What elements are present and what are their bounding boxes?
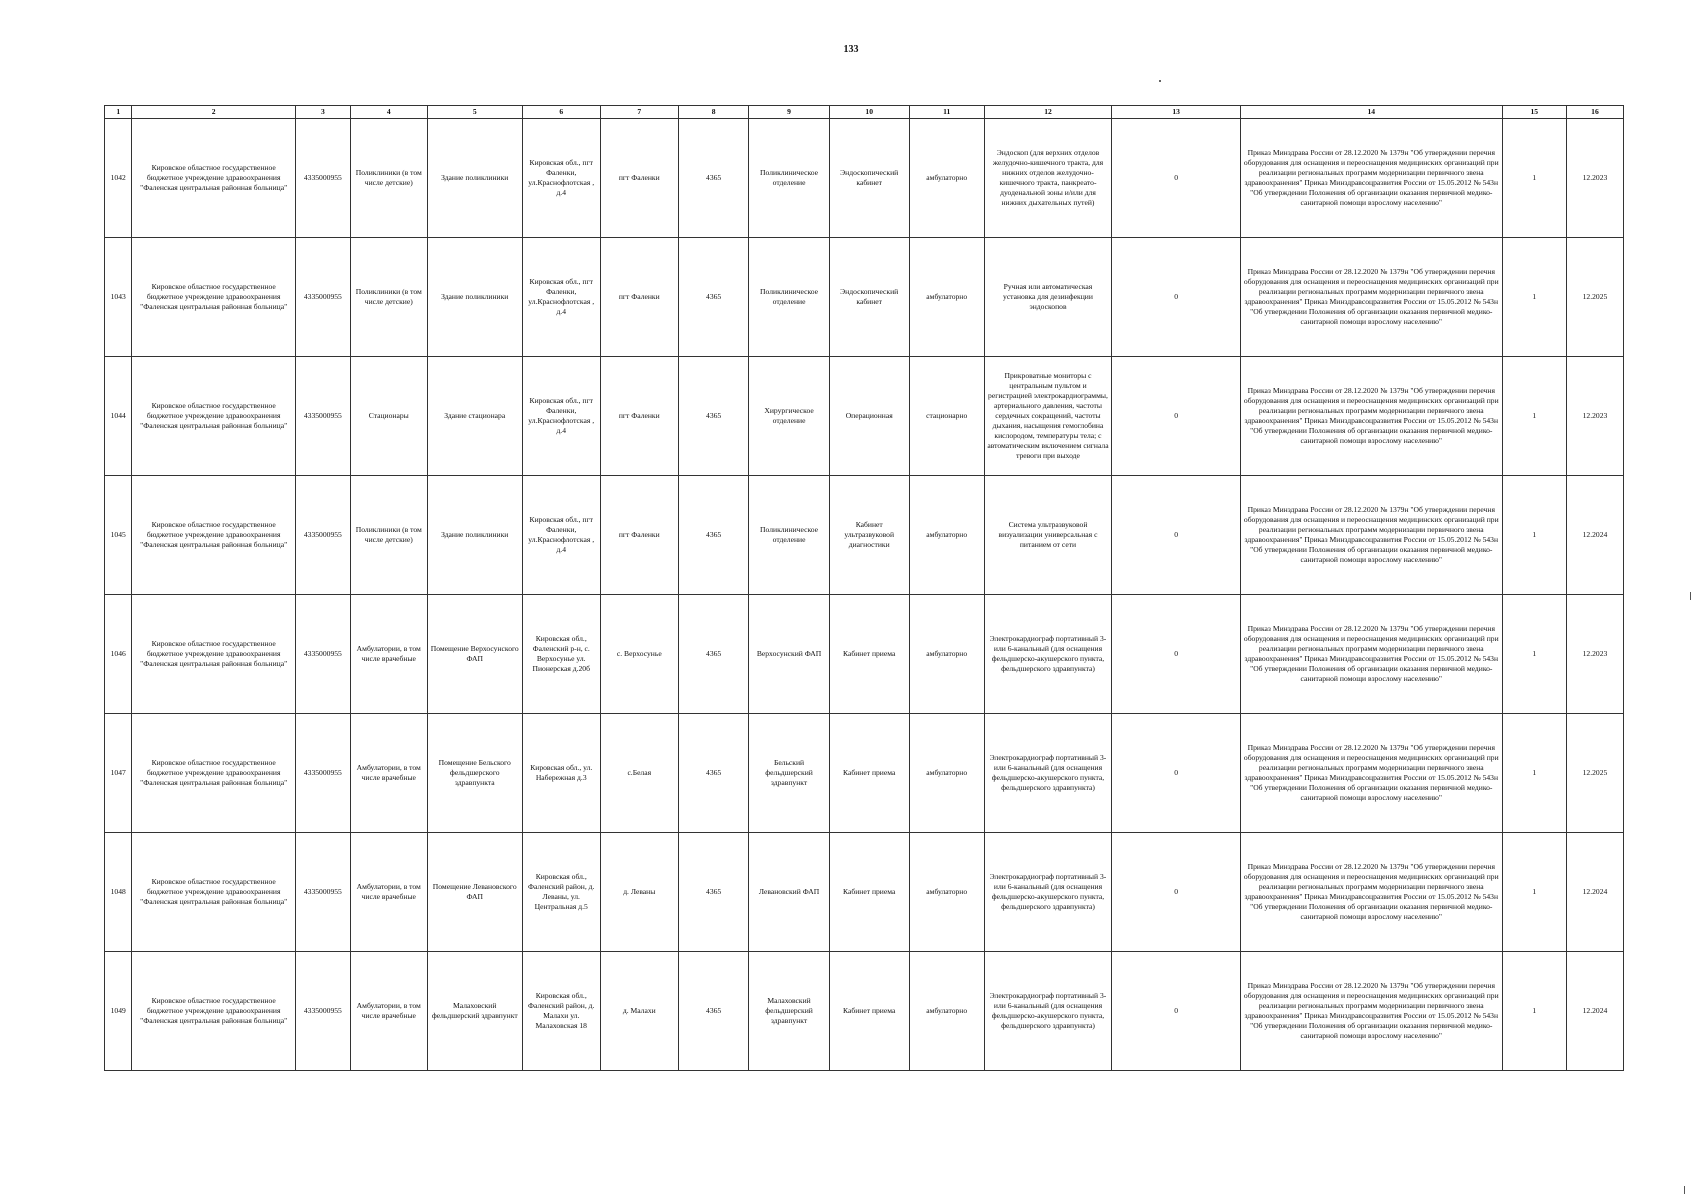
column-header-6: 6	[522, 106, 600, 119]
equipment-text: Электрокардиограф портативный 3- или 6-канальный (для оснащения фельдшерско-акушерского пункта, фельдшерского здравпункта)	[989, 633, 1107, 674]
settlement-cell: пгт Фаленки	[600, 238, 678, 357]
building-cell: Помещение Верхосунского ФАП	[427, 595, 522, 714]
column-header-11: 11	[909, 106, 984, 119]
inn-cell: 4335000955	[295, 833, 350, 952]
row-number-cell: 1044	[105, 357, 132, 476]
facility-type-cell: Амбулатории, в том числе врачебные	[350, 714, 427, 833]
quantity-needed-cell: 1	[1502, 595, 1566, 714]
quantity-present-cell: 0	[1112, 119, 1241, 238]
deadline-cell: 12.2023	[1566, 357, 1623, 476]
room-cell: Кабинет приема	[829, 833, 909, 952]
deadline-cell: 12.2024	[1566, 833, 1623, 952]
room-cell: Эндоскопический кабинет	[829, 119, 909, 238]
address-cell: Кировская обл., пгт Фаленки, ул.Краснофлотская , д.4	[522, 238, 600, 357]
room-cell: Кабинет ультразвуковой диагностики	[829, 476, 909, 595]
room-cell: Кабинет приема	[829, 595, 909, 714]
row-number-cell: 1049	[105, 952, 132, 1071]
row-number-cell: 1042	[105, 119, 132, 238]
table-body	[105, 119, 1624, 1071]
care-form-cell: стационарно	[909, 357, 984, 476]
address-cell: Кировская обл., Фаленский район, д. Малахи ул. Малаховская 18	[522, 952, 600, 1071]
address-cell: Кировская обл., пгт Фаленки, ул.Краснофлотская , д.4	[522, 476, 600, 595]
address-cell: Кировская обл., пгт Фаленки, ул.Краснофлотская , д.4	[522, 357, 600, 476]
table-row	[105, 595, 1624, 714]
code-cell: 4365	[678, 833, 749, 952]
table-row	[105, 238, 1624, 357]
quantity-needed-cell: 1	[1502, 357, 1566, 476]
regulation-cell	[1240, 238, 1502, 357]
organization-name-cell: Кировское областное государственное бюджетное учреждение здравоохранения "Фаленская центральная районная больница"	[132, 952, 296, 1071]
settlement-cell: пгт Фаленки	[600, 119, 678, 238]
facility-type-cell: Поликлиники (в том числе детские)	[350, 476, 427, 595]
care-form-cell: амбулаторно	[909, 238, 984, 357]
column-header-8: 8	[678, 106, 749, 119]
settlement-cell: пгт Фаленки	[600, 357, 678, 476]
equipment-text: Система ультразвуковой визуализации универсальная с питанием от сети	[998, 519, 1098, 549]
equipment-cell	[984, 952, 1112, 1071]
column-header-1: 1	[105, 106, 132, 119]
deadline-cell: 12.2023	[1566, 119, 1623, 238]
row-number-cell: 1045	[105, 476, 132, 595]
organization-name-cell: Кировское областное государственное бюджетное учреждение здравоохранения "Фаленская центральная районная больница"	[132, 119, 296, 238]
inn-cell: 4335000955	[295, 595, 350, 714]
room-cell: Эндоскопический кабинет	[829, 238, 909, 357]
deadline-cell: 12.2024	[1566, 952, 1623, 1071]
care-form-cell: амбулаторно	[909, 595, 984, 714]
organization-name-cell: Кировское областное государственное бюджетное учреждение здравоохранения "Фаленская центральная районная больница"	[132, 357, 296, 476]
column-header-10: 10	[829, 106, 909, 119]
quantity-present-cell: 0	[1112, 238, 1241, 357]
equipment-cell	[984, 119, 1112, 238]
equipment-cell	[984, 714, 1112, 833]
table-row	[105, 119, 1624, 238]
building-cell: Здание поликлиники	[427, 238, 522, 357]
department-cell: Малаховский фельдшерский здравпункт	[749, 952, 829, 1071]
department-cell: Бельский фельдшерский здравпункт	[749, 714, 829, 833]
inn-cell: 4335000955	[295, 357, 350, 476]
quantity-needed-cell: 1	[1502, 119, 1566, 238]
organization-name-cell: Кировское областное государственное бюджетное учреждение здравоохранения "Фаленская центральная районная больница"	[132, 476, 296, 595]
regulation-text: Приказ Минздрава России от 28.12.2020 № 1379н "Об утверждении перечня оборудования для оснащения и переоснащения медицинских организаций при реализации региональных программ модернизации первичного звена здравоохранения" Приказ Минздравсоцразвития России от 15.05.2012 № 543н "Об утверждении Положения об организации оказания первичной медико-санитарной помощи взрослому населению"	[1243, 980, 1499, 1041]
equipment-text: Электрокардиограф портативный 3- или 6-канальный (для оснащения фельдшерско-акушерского пункта, фельдшерского здравпункта)	[989, 990, 1107, 1031]
scan-margin-mark	[1690, 592, 1691, 600]
quantity-present-cell: 0	[1112, 833, 1241, 952]
equipment-text: Прикроватные мониторы с центральным пультом и регистрацией электрокардиограммы, артериального давления, частоты сердечных сокращений, частоты дыхания, насыщения гемоглобина кислородом, температуры тела; с автоматическим включением сигнала тревоги при выходе	[987, 370, 1109, 461]
table-row	[105, 833, 1624, 952]
organization-name-cell: Кировское областное государственное бюджетное учреждение здравоохранения "Фаленская центральная районная больница"	[132, 595, 296, 714]
row-number-cell: 1046	[105, 595, 132, 714]
regulation-text: Приказ Минздрава России от 28.12.2020 № 1379н "Об утверждении перечня оборудования для оснащения и переоснащения медицинских организаций при реализации региональных программ модернизации первичного звена здравоохранения" Приказ Минздравсоцразвития России от 15.05.2012 № 543н "Об утверждении Положения об организации оказания первичной медико-санитарной помощи взрослому населению"	[1243, 147, 1499, 208]
quantity-present-cell: 0	[1112, 476, 1241, 595]
column-header-16: 16	[1566, 106, 1623, 119]
settlement-cell: с. Верхосунье	[600, 595, 678, 714]
quantity-needed-cell: 1	[1502, 952, 1566, 1071]
column-header-4: 4	[350, 106, 427, 119]
column-header-9: 9	[749, 106, 829, 119]
code-cell: 4365	[678, 119, 749, 238]
building-cell: Здание поликлиники	[427, 119, 522, 238]
code-cell: 4365	[678, 476, 749, 595]
care-form-cell: амбулаторно	[909, 119, 984, 238]
quantity-present-cell: 0	[1112, 952, 1241, 1071]
settlement-cell: д. Леваны	[600, 833, 678, 952]
regulation-text: Приказ Минздрава России от 28.12.2020 № 1379н "Об утверждении перечня оборудования для оснащения и переоснащения медицинских организаций при реализации региональных программ модернизации первичного звена здравоохранения" Приказ Минздравсоцразвития России от 15.05.2012 № 543н "Об утверждении Положения об организации оказания первичной медико-санитарной помощи взрослому населению"	[1243, 504, 1499, 565]
department-cell: Поликлиническое отделение	[749, 238, 829, 357]
quantity-needed-cell: 1	[1502, 714, 1566, 833]
code-cell: 4365	[678, 952, 749, 1071]
equipment-text: Электрокардиограф портативный 3- или 6-канальный (для оснащения фельдшерско-акушерского пункта, фельдшерского здравпункта)	[989, 871, 1107, 912]
settlement-cell: пгт Фаленки	[600, 476, 678, 595]
regulation-cell	[1240, 952, 1502, 1071]
address-cell: Кировская обл., пгт Фаленки, ул.Краснофлотская , д.4	[522, 119, 600, 238]
column-header-5: 5	[427, 106, 522, 119]
inn-cell: 4335000955	[295, 476, 350, 595]
room-cell: Кабинет приема	[829, 952, 909, 1071]
scan-speck	[1159, 80, 1161, 82]
building-cell: Малаховский фельдшерский здравпункт	[427, 952, 522, 1071]
regulation-text: Приказ Минздрава России от 28.12.2020 № 1379н "Об утверждении перечня оборудования для оснащения и переоснащения медицинских организаций при реализации региональных программ модернизации первичного звена здравоохранения" Приказ Минздравсоцразвития России от 15.05.2012 № 543н "Об утверждении Положения об организации оказания первичной медико-санитарной помощи взрослому населению"	[1243, 385, 1499, 446]
department-cell: Левановский ФАП	[749, 833, 829, 952]
regulation-text: Приказ Минздрава России от 28.12.2020 № 1379н "Об утверждении перечня оборудования для оснащения и переоснащения медицинских организаций при реализации региональных программ модернизации первичного звена здравоохранения" Приказ Минздравсоцразвития России от 15.05.2012 № 543н "Об утверждении Положения об организации оказания первичной медико-санитарной помощи взрослому населению"	[1243, 742, 1499, 803]
code-cell: 4365	[678, 595, 749, 714]
regulation-cell	[1240, 357, 1502, 476]
equipment-text: Эндоскоп (для верхних отделов желудочно-кишечного тракта, для нижних отделов желудочно-кишечного тракта, панкреато-дуоденальной зоны и/или для нижних дыхательных путей)	[992, 147, 1104, 208]
code-cell: 4365	[678, 357, 749, 476]
row-number-cell: 1047	[105, 714, 132, 833]
column-header-7: 7	[600, 106, 678, 119]
settlement-cell: д. Малахи	[600, 952, 678, 1071]
department-cell: Поликлиническое отделение	[749, 476, 829, 595]
quantity-needed-cell: 1	[1502, 238, 1566, 357]
deadline-cell: 12.2025	[1566, 714, 1623, 833]
care-form-cell: амбулаторно	[909, 476, 984, 595]
room-cell: Операционная	[829, 357, 909, 476]
organization-name-cell: Кировское областное государственное бюджетное учреждение здравоохранения "Фаленская центральная районная больница"	[132, 238, 296, 357]
equipment-cell	[984, 476, 1112, 595]
equipment-text: Электрокардиограф портативный 3- или 6-канальный (для оснащения фельдшерско-акушерского пункта, фельдшерского здравпункта)	[989, 752, 1107, 793]
scan-margin-mark	[1684, 1186, 1685, 1194]
regulation-cell	[1240, 714, 1502, 833]
regulation-cell	[1240, 119, 1502, 238]
building-cell: Помещение Бельского фельдшерского здравпункта	[427, 714, 522, 833]
inn-cell: 4335000955	[295, 714, 350, 833]
address-cell: Кировская обл., Фаленский район, д. Леваны, ул. Центральная д.5	[522, 833, 600, 952]
building-cell: Помещение Левановского ФАП	[427, 833, 522, 952]
facility-type-cell: Стационары	[350, 357, 427, 476]
column-header-13: 13	[1112, 106, 1241, 119]
quantity-needed-cell: 1	[1502, 476, 1566, 595]
row-number-cell: 1048	[105, 833, 132, 952]
building-cell: Здание поликлиники	[427, 476, 522, 595]
care-form-cell: амбулаторно	[909, 952, 984, 1071]
address-cell: Кировская обл., Фаленский р-н, с. Верхосунье ул. Пионерская д.20б	[522, 595, 600, 714]
regulation-cell	[1240, 595, 1502, 714]
facility-type-cell: Поликлиники (в том числе детские)	[350, 119, 427, 238]
quantity-present-cell: 0	[1112, 357, 1241, 476]
equipment-cell	[984, 833, 1112, 952]
care-form-cell: амбулаторно	[909, 714, 984, 833]
table-row	[105, 357, 1624, 476]
page-number: 133	[843, 44, 859, 55]
column-number-row	[105, 106, 1624, 119]
quantity-present-cell: 0	[1112, 714, 1241, 833]
facility-type-cell: Амбулатории, в том числе врачебные	[350, 952, 427, 1071]
inn-cell: 4335000955	[295, 119, 350, 238]
row-number-cell: 1043	[105, 238, 132, 357]
deadline-cell: 12.2025	[1566, 238, 1623, 357]
column-header-14: 14	[1240, 106, 1502, 119]
care-form-cell: амбулаторно	[909, 833, 984, 952]
column-header-2: 2	[132, 106, 296, 119]
department-cell: Хирургическое отделение	[749, 357, 829, 476]
building-cell: Здание стационара	[427, 357, 522, 476]
organization-name-cell: Кировское областное государственное бюджетное учреждение здравоохранения "Фаленская центральная районная больница"	[132, 714, 296, 833]
equipment-table	[104, 105, 1624, 1071]
settlement-cell: с.Белая	[600, 714, 678, 833]
organization-name-cell: Кировское областное государственное бюджетное учреждение здравоохранения "Фаленская центральная районная больница"	[132, 833, 296, 952]
facility-type-cell: Амбулатории, в том числе врачебные	[350, 595, 427, 714]
department-cell: Поликлиническое отделение	[749, 119, 829, 238]
equipment-cell	[984, 238, 1112, 357]
equipment-cell	[984, 595, 1112, 714]
regulation-cell	[1240, 833, 1502, 952]
column-header-3: 3	[295, 106, 350, 119]
regulation-text: Приказ Минздрава России от 28.12.2020 № 1379н "Об утверждении перечня оборудования для оснащения и переоснащения медицинских организаций при реализации региональных программ модернизации первичного звена здравоохранения" Приказ Минздравсоцразвития России от 15.05.2012 № 543н "Об утверждении Положения об организации оказания первичной медико-санитарной помощи взрослому населению"	[1243, 861, 1499, 922]
column-header-15: 15	[1502, 106, 1566, 119]
table-row	[105, 476, 1624, 595]
facility-type-cell: Поликлиники (в том числе детские)	[350, 238, 427, 357]
equipment-cell	[984, 357, 1112, 476]
inn-cell: 4335000955	[295, 238, 350, 357]
table-row	[105, 714, 1624, 833]
code-cell: 4365	[678, 714, 749, 833]
quantity-needed-cell: 1	[1502, 833, 1566, 952]
department-cell: Верхосунский ФАП	[749, 595, 829, 714]
regulation-text: Приказ Минздрава России от 28.12.2020 № 1379н "Об утверждении перечня оборудования для оснащения и переоснащения медицинских организаций при реализации региональных программ модернизации первичного звена здравоохранения" Приказ Минздравсоцразвития России от 15.05.2012 № 543н "Об утверждении Положения об организации оказания первичной медико-санитарной помощи взрослому населению"	[1243, 266, 1499, 327]
facility-type-cell: Амбулатории, в том числе врачебные	[350, 833, 427, 952]
quantity-present-cell: 0	[1112, 595, 1241, 714]
regulation-text: Приказ Минздрава России от 28.12.2020 № 1379н "Об утверждении перечня оборудования для оснащения и переоснащения медицинских организаций при реализации региональных программ модернизации первичного звена здравоохранения" Приказ Минздравсоцразвития России от 15.05.2012 № 543н "Об утверждении Положения об организации оказания первичной медико-санитарной помощи взрослому населению"	[1243, 623, 1499, 684]
deadline-cell: 12.2023	[1566, 595, 1623, 714]
code-cell: 4365	[678, 238, 749, 357]
regulation-cell	[1240, 476, 1502, 595]
address-cell: Кировская обл., ул. Набережная д.3	[522, 714, 600, 833]
column-header-12: 12	[984, 106, 1112, 119]
room-cell: Кабинет приема	[829, 714, 909, 833]
table-row	[105, 952, 1624, 1071]
inn-cell: 4335000955	[295, 952, 350, 1071]
deadline-cell: 12.2024	[1566, 476, 1623, 595]
equipment-text: Ручная или автоматическая установка для дезинфекции эндоскопов	[1003, 281, 1093, 311]
